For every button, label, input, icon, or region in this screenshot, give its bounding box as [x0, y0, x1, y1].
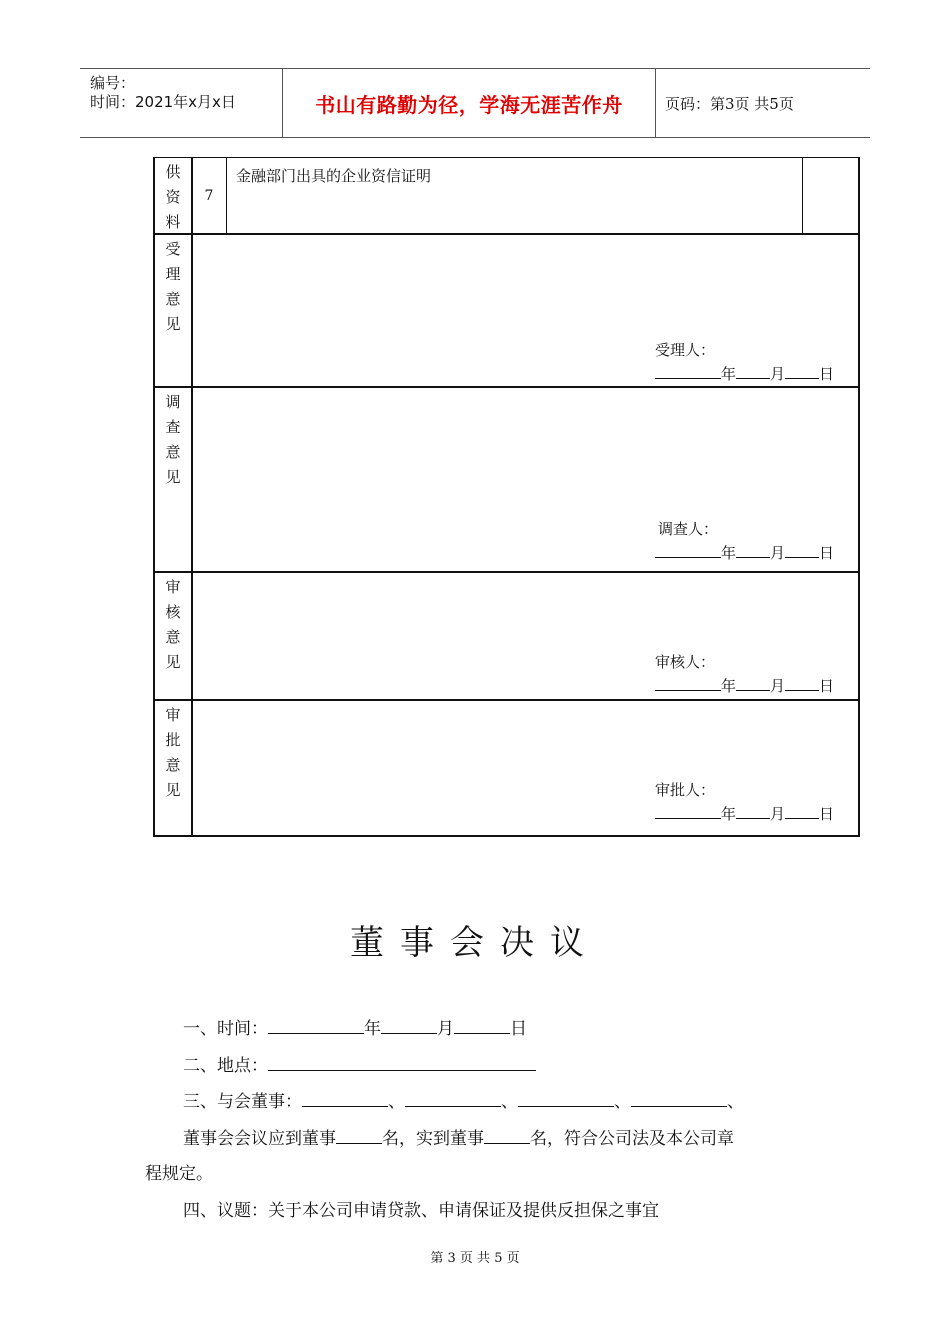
attendance-line	[183, 1124, 734, 1149]
page-header	[80, 68, 870, 138]
day-label: 日	[819, 365, 835, 383]
opinion-label	[155, 573, 193, 701]
month-label: 月	[770, 544, 786, 562]
materials-row	[155, 157, 858, 234]
opinion-row-acceptance	[155, 233, 858, 388]
label-char: 意	[165, 756, 181, 774]
director-blank[interactable]	[405, 1092, 501, 1107]
year-label: 年	[721, 805, 737, 823]
year-blank[interactable]	[268, 1019, 364, 1034]
attendance-text-b: 名，实到董事	[382, 1129, 484, 1149]
label-char: 意	[165, 290, 181, 308]
label-char: 见	[165, 315, 181, 333]
day-label: 日	[819, 805, 835, 823]
label-char: 料	[165, 213, 181, 231]
directors-line	[183, 1087, 744, 1112]
item-number: 7	[192, 158, 227, 234]
attendance-text-a: 董事会会议应到董事	[183, 1129, 336, 1149]
day-label: 日	[510, 1019, 527, 1039]
label-char: 供	[165, 163, 181, 181]
day-blank[interactable]	[785, 364, 819, 379]
label-char: 意	[165, 443, 181, 461]
time-prefix: 一、时间：	[183, 1019, 268, 1039]
document-number-label: 编号：	[90, 74, 136, 92]
header-slogan-cell	[282, 69, 656, 137]
check-cell[interactable]	[802, 158, 858, 234]
year-blank[interactable]	[655, 364, 721, 379]
day-blank[interactable]	[785, 676, 819, 691]
place-prefix: 二、地点：	[183, 1056, 268, 1076]
signer-label: 审批人：	[655, 781, 716, 799]
director-blank[interactable]	[631, 1092, 727, 1107]
opinion-row-review	[155, 571, 858, 701]
separator: 、	[727, 1092, 744, 1112]
separator: 、	[501, 1092, 518, 1112]
month-blank[interactable]	[736, 804, 770, 819]
year-blank[interactable]	[655, 804, 721, 819]
year-blank[interactable]	[655, 543, 721, 558]
month-label: 月	[770, 365, 786, 383]
label-char: 意	[165, 628, 181, 646]
label-char: 审	[165, 706, 181, 724]
resolution-title: 董事会决议	[350, 923, 600, 963]
meeting-time-line	[183, 1014, 527, 1039]
director-blank[interactable]	[518, 1092, 614, 1107]
day-blank[interactable]	[785, 804, 819, 819]
month-blank[interactable]	[736, 543, 770, 558]
signature-date[interactable]	[655, 675, 834, 696]
approval-table	[153, 157, 860, 837]
separator: 、	[388, 1092, 405, 1112]
day-blank[interactable]	[785, 543, 819, 558]
page-footer: 第 3 页 共 5 页	[430, 1251, 520, 1266]
agenda-line: 四、议题：关于本公司申请贷款、申请保证及提供反担保之事宜	[183, 1201, 659, 1221]
header-page-cell	[655, 69, 870, 137]
year-label: 年	[721, 677, 737, 695]
year-label: 年	[364, 1019, 381, 1039]
signature-date[interactable]	[655, 803, 834, 824]
label-char: 见	[165, 781, 181, 799]
label-char: 理	[165, 265, 181, 283]
month-blank[interactable]	[381, 1019, 437, 1034]
label-char: 见	[165, 468, 181, 486]
year-blank[interactable]	[655, 676, 721, 691]
item-text: 金融部门出具的企业资信证明	[236, 167, 432, 185]
place-blank[interactable]	[268, 1056, 536, 1071]
materials-label	[155, 158, 193, 234]
header-meta	[80, 69, 282, 137]
label-char: 见	[165, 653, 181, 671]
label-char: 核	[165, 603, 181, 621]
signer-label: 受理人：	[655, 341, 716, 359]
month-blank[interactable]	[736, 676, 770, 691]
opinion-label	[155, 388, 193, 573]
label-char: 查	[165, 418, 181, 436]
opinion-row-investigation	[155, 386, 858, 573]
opinion-row-approval	[155, 699, 858, 835]
label-char: 资	[165, 188, 181, 206]
signature-date[interactable]	[655, 542, 834, 563]
actual-count-blank[interactable]	[484, 1129, 530, 1144]
label-char: 审	[165, 578, 181, 596]
directors-prefix: 三、与会董事：	[183, 1092, 302, 1112]
separator: 、	[614, 1092, 631, 1112]
day-label: 日	[819, 544, 835, 562]
month-label: 月	[770, 805, 786, 823]
page-code: 页码：第3页 共5页	[665, 94, 794, 113]
label-char: 批	[165, 731, 181, 749]
signer-label: 调查人：	[658, 520, 719, 538]
attendance-line-cont: 程规定。	[145, 1164, 213, 1184]
month-label: 月	[770, 677, 786, 695]
signer-label: 审核人：	[655, 653, 716, 671]
attendance-text-c: 名，符合公司法及本公司章	[530, 1129, 734, 1149]
year-label: 年	[721, 365, 737, 383]
opinion-label	[155, 235, 193, 388]
label-char: 调	[165, 393, 181, 411]
signature-date[interactable]	[655, 363, 834, 384]
director-blank[interactable]	[302, 1092, 388, 1107]
day-blank[interactable]	[454, 1019, 510, 1034]
meeting-place-line	[183, 1051, 536, 1076]
year-label: 年	[721, 544, 737, 562]
slogan: 书山有路勤为径，学海无涯苦作舟	[315, 92, 623, 117]
expected-count-blank[interactable]	[336, 1129, 382, 1144]
day-label: 日	[819, 677, 835, 695]
document-time: 时间：2021年x月x日	[90, 93, 236, 111]
month-blank[interactable]	[736, 364, 770, 379]
label-char: 受	[165, 240, 181, 258]
opinion-label	[155, 701, 193, 835]
month-label: 月	[437, 1019, 454, 1039]
